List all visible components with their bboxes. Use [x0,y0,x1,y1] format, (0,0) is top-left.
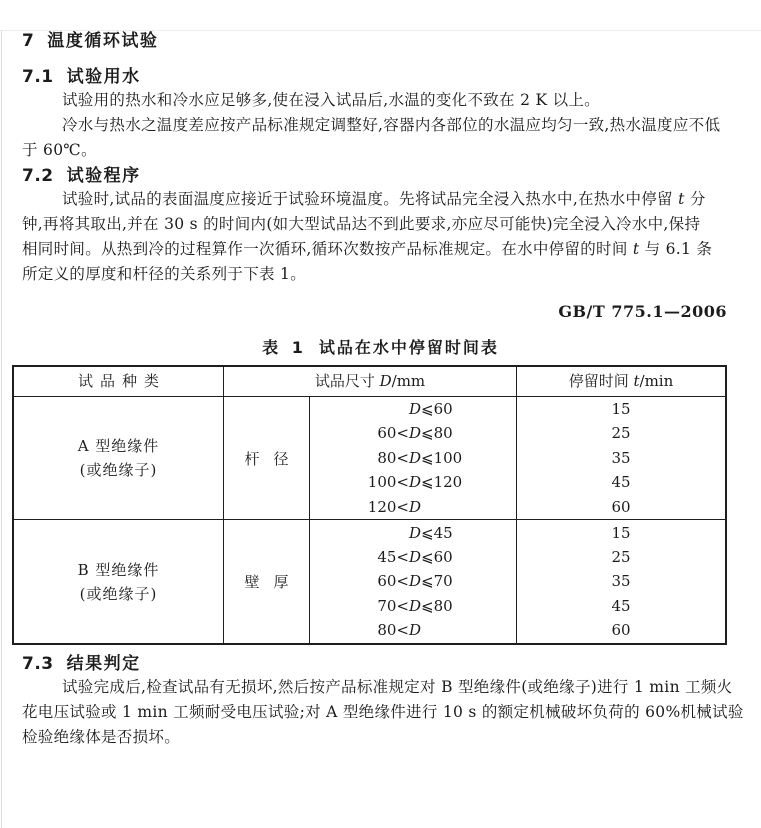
specimen-type-name: B 型绝缘件 [77,560,160,579]
specimen-type-cell [14,520,224,643]
residence-time-value: 45 [611,473,631,492]
standard-number: GB/T 775.1—2006 [558,302,727,321]
range-lower: 70< [377,596,409,615]
range-lower: 100< [367,473,409,492]
scan-edge-top [0,30,761,31]
residence-time-table [12,365,727,645]
dimension-symbol: D [409,424,422,443]
section-heading-7-1 [22,66,761,88]
range-upper: ⩽100 [421,448,463,467]
section-number: 7 [22,31,35,51]
document-page [0,30,761,828]
column-header-specimen-size: 试品尺寸 D/mm [224,367,517,396]
residence-time-value: 35 [611,448,631,467]
size-range [310,569,516,593]
table-caption-label: 表 1 [262,338,307,357]
dimension-symbol: D [409,473,422,492]
range-upper: ⩽120 [421,473,463,492]
section-number: 7.3 [22,654,54,674]
dimension-symbol: D [409,448,422,467]
paragraph-line: 所定义的厚度和杆径的关系列于下表 1。 [22,265,306,283]
section-heading-7-3 [22,653,761,675]
scan-edge-left [1,30,2,828]
size-range [310,470,516,494]
section-heading-7-2 [22,165,761,187]
size-range [310,421,516,445]
table-header-row [14,367,725,397]
paragraph-line: 于 60℃。 [22,141,97,159]
residence-time-cell [517,397,725,519]
section-title: 温度循环试验 [47,31,159,51]
range-lower: 80< [377,621,409,640]
table-group-b [14,520,725,643]
residence-time-value: 25 [611,424,631,443]
table-group-a [14,397,725,520]
dimension-symbol: D [409,596,422,615]
range-upper: ⩽80 [421,424,453,443]
section-number: 7.1 [22,67,54,87]
size-range [310,618,516,642]
size-range [310,495,516,519]
residence-time-value: 15 [611,523,631,542]
range-upper: ⩽60 [421,547,453,566]
range-lower: 45< [377,547,409,566]
section-number: 7.2 [22,166,54,186]
range-upper: ⩽80 [421,596,453,615]
specimen-type-name: A 型绝缘件 [77,437,160,455]
range-upper: ⩽60 [421,400,453,419]
dimension-symbol: D [409,572,422,591]
paragraph-line: 冷水与热水之温度差应按产品标准规定调整好,容器内各部位的水温应均匀一致,热水温度应不低 [62,116,721,134]
range-upper: ⩽70 [421,572,453,591]
table-caption [0,338,761,358]
range-lower: 80< [377,448,409,467]
range-lower: 60< [377,424,409,443]
paragraph-line: 相同时间。从热到冷的过程算作一次循环,循环次数按产品标准规定。在水中停留的时间 t 与 6.1 条 [22,240,713,258]
size-range-cell [310,397,517,519]
size-range [310,594,516,618]
range-upper: ⩽45 [421,523,453,542]
size-range [310,397,516,421]
specimen-type-cell [14,397,224,519]
dimension-kind-cell: 壁厚 [224,520,310,643]
section-title: 试验用水 [66,67,141,87]
paragraph-line: 试验时,试品的表面温度应接近于试验环境温度。先将试品完全浸入热水中,在热水中停留 t 分 [62,190,706,208]
residence-time-value: 35 [611,572,631,591]
paragraph-line: 钟,再将其取出,并在 30 s 的时间内(如大型试品达不到此要求,亦应尽可能快)完全浸入冷水中,保持 [22,215,701,233]
residence-time-cell [517,520,725,643]
table-caption-text: 试品在水中停留时间表 [318,338,499,357]
size-range-cell [310,520,517,643]
residence-time-value: 45 [611,596,631,615]
specimen-type-alt: (或绝缘子) [79,461,158,479]
paragraph-line: 试验用的热水和冷水应足够多,使在浸入试品后,水温的变化不致在 2 K 以上。 [62,91,600,109]
section-title: 结果判定 [66,654,141,674]
section-title: 试验程序 [66,166,141,186]
paragraph-line: 检验绝缘体是否损坏。 [22,728,181,746]
size-range [310,521,516,545]
residence-time-value: 60 [611,497,631,516]
dimension-symbol: D [409,400,422,419]
column-header-residence-time: 停留时间 t/min [568,372,674,390]
residence-time-value: 15 [611,400,631,419]
dimension-symbol: D [409,497,422,516]
dimension-symbol: D [409,523,422,542]
residence-time-value: 60 [611,621,631,640]
dimension-kind-cell: 杆径 [224,397,310,519]
dimension-symbol: D [409,621,422,640]
paragraph-line: 试验完成后,检查试品有无损坏,然后按产品标准规定对 B 型绝缘件(或绝缘子)进行 1 min 工频火 [62,678,733,696]
residence-time-value: 25 [611,547,631,566]
size-range [310,446,516,470]
range-lower: 60< [377,572,409,591]
size-range [310,545,516,569]
paragraph-line: 花电压试验或 1 min 工频耐受电压试验;对 A 型绝缘件进行 10 s 的额定机械破坏负荷的 60%机械试验 [22,703,744,721]
section-heading-7 [22,30,761,52]
range-lower: 120< [367,497,409,516]
column-header-specimen-type: 试品种类 [14,367,224,396]
dimension-symbol: D [409,547,422,566]
specimen-type-alt: (或绝缘子) [79,584,158,603]
